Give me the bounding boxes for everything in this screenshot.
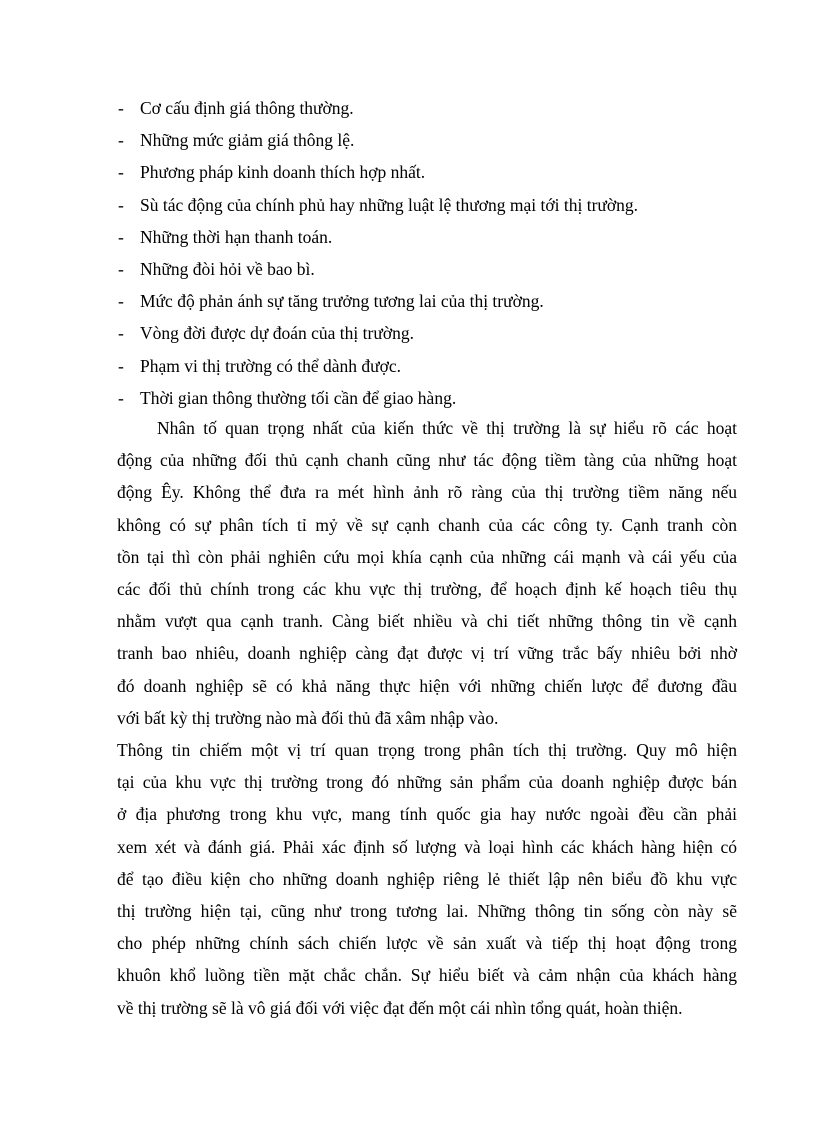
- paragraph-line: Thông tin chiếm một vị trí quan trọng trong phân tích thị trường. Quy mô hiện: [117, 740, 737, 760]
- paragraph-line: tranh bao nhiêu, doanh nghiệp càng đạt được vị trí vững trắc bấy nhiêu bởi nhờ: [117, 643, 737, 664]
- paragraph-line: động của những đối thủ cạnh chanh cũng như tác động tiềm tàng của những hoạt: [117, 450, 737, 471]
- paragraph-line: thị trường hiện tại, cũng như trong tương lai. Những thông tin sống còn này sẽ: [117, 900, 737, 921]
- paragraph-line: để tạo điều kiện cho những doanh nghiệp riêng lẻ thiết lập nên biểu đồ khu vực: [117, 868, 737, 889]
- list-item: [118, 285, 758, 317]
- bullet-marker: -: [118, 355, 124, 376]
- bullet-text: Sù tác động của chính phủ hay những luật lệ thương mại tới thị trường.: [140, 194, 639, 215]
- bullet-marker: -: [118, 387, 124, 408]
- paragraph-line: về thị trường sẽ là vô giá đối với việc đạt đến một cái nhìn tổng quát, hoàn thiện.: [117, 997, 683, 1018]
- paragraph-line: Nhân tố quan trọng nhất của kiến thức về thị trường là sự hiểu rõ các hoạt: [157, 418, 737, 438]
- bullet-list: [118, 92, 758, 414]
- paragraph-line: khuôn khổ luồng tiền mặt chắc chắn. Sự hiểu biết và cảm nhận của khách hàng: [117, 965, 737, 986]
- bullet-text: Vòng đời được dự đoán của thị trường.: [140, 323, 414, 344]
- paragraph-line: ở địa phương trong khu vực, mang tính quốc gia hay nước ngoài đều cần phải: [117, 804, 737, 825]
- paragraph-competitors: [117, 412, 737, 734]
- bullet-text: Những đòi hỏi về bao bì.: [140, 258, 315, 279]
- bullet-marker: -: [118, 291, 124, 312]
- list-item: [118, 189, 758, 221]
- list-item: [118, 156, 758, 188]
- bullet-text: Cơ cấu định giá thông thường.: [140, 98, 354, 118]
- bullet-marker: -: [118, 162, 124, 183]
- paragraph-line: động Êy. Không thể đưa ra mét hình ảnh rõ ràng của thị trường tiềm năng nếu: [117, 482, 737, 503]
- list-item: [118, 350, 758, 382]
- paragraph-line: các đối thủ chính trong các khu vực thị trường, để hoạch định kế hoạch tiêu thụ: [117, 578, 737, 599]
- list-item: [118, 92, 758, 124]
- bullet-text: Những mức giảm giá thông lệ.: [140, 130, 355, 151]
- bullet-marker: -: [118, 323, 124, 344]
- bullet-text: Phương pháp kinh doanh thích hợp nhất.: [140, 162, 426, 183]
- paragraph-line: xem xét và đánh giá. Phải xác định số lượng và loại hình các khách hàng hiện có: [117, 836, 737, 857]
- bullet-marker: -: [118, 98, 124, 118]
- bullet-marker: -: [118, 258, 124, 279]
- paragraph-line: đó doanh nghiệp sẽ có khả năng thực hiện với những chiến lược để đương đầu: [117, 675, 737, 696]
- paragraph-line: với bất kỳ thị trường nào mà đối thủ đã xâm nhập vào.: [117, 707, 499, 728]
- list-item: [118, 124, 758, 156]
- bullet-text: Mức độ phản ánh sự tăng trưởng tương lai của thị trường.: [140, 291, 544, 312]
- paragraph-line: cho phép những chính sách chiến lược về sản xuất và tiếp thị hoạt động trong: [117, 933, 737, 954]
- list-item: [118, 317, 758, 349]
- list-item: [118, 253, 758, 285]
- list-item: [118, 221, 758, 253]
- bullet-marker: -: [118, 130, 124, 151]
- bullet-text: Những thời hạn thanh toán.: [140, 226, 333, 247]
- bullet-marker: -: [118, 194, 124, 215]
- bullet-marker: -: [118, 226, 124, 247]
- bullet-text: Thời gian thông thường tối cần để giao hàng.: [140, 387, 457, 408]
- bullet-text: Phạm vi thị trường có thể dành được.: [140, 355, 402, 376]
- paragraph-information: [117, 734, 737, 1024]
- paragraph-line: tồn tại thì còn phải nghiên cứu mọi khía cạnh của những cái mạnh và cái yếu của: [117, 546, 737, 567]
- paragraph-line: không có sự phân tích tỉ mỷ về sự cạnh chanh của các công ty. Cạnh tranh còn: [117, 514, 737, 535]
- list-item: [118, 382, 758, 414]
- paragraph-line: tại của khu vực thị trường trong đó những sản phẩm của doanh nghiệp được bán: [117, 772, 737, 793]
- paragraph-line: nhằm vượt qua cạnh tranh. Càng biết nhiều và chi tiết những thông tin về cạnh: [117, 611, 737, 632]
